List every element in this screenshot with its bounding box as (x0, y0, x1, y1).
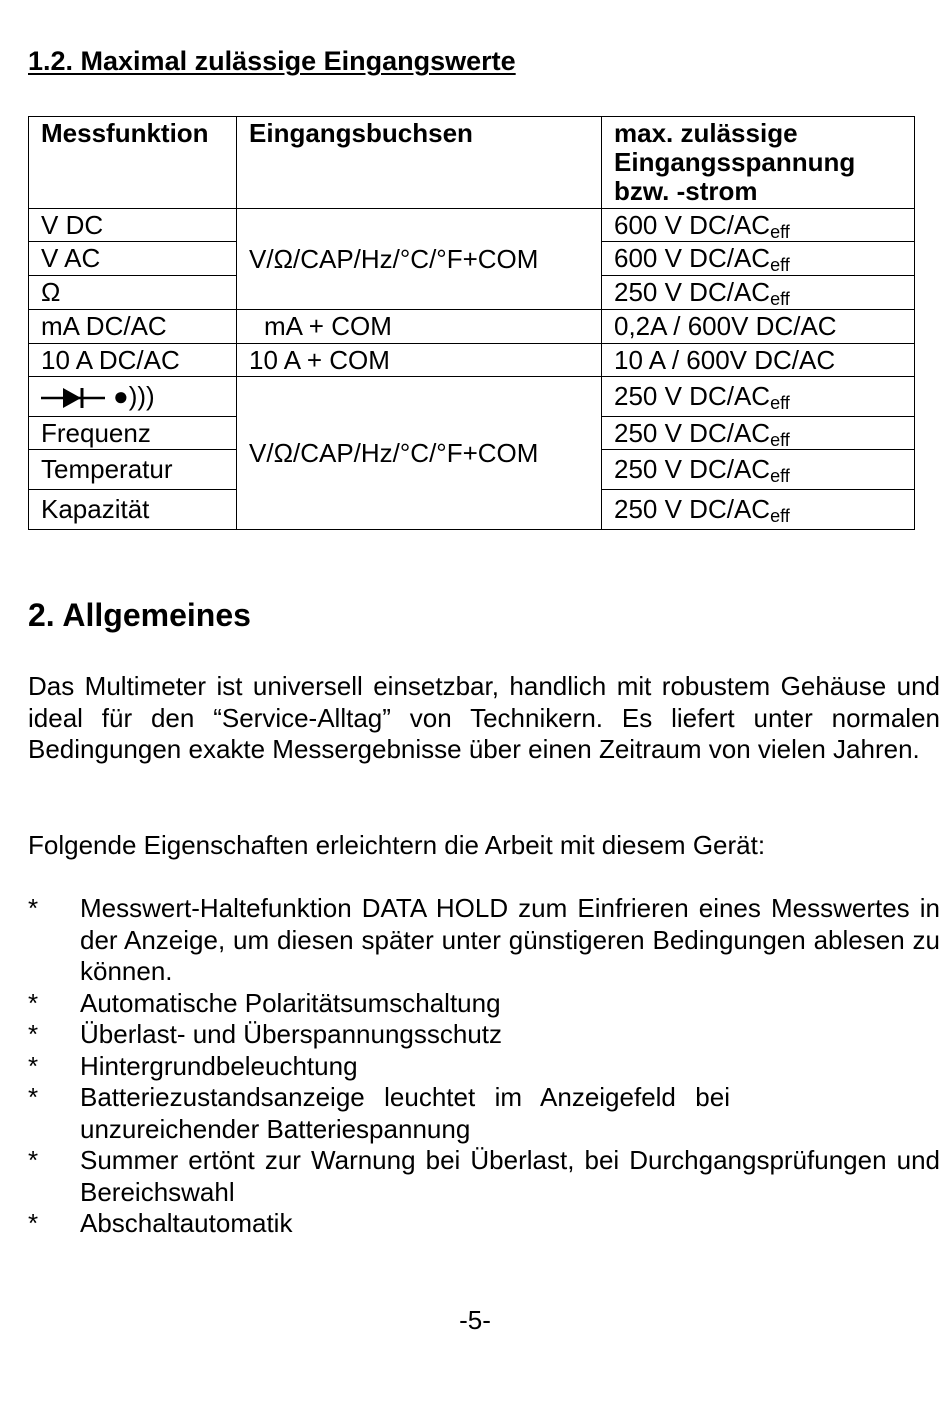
row-function: Kapazität (29, 490, 237, 530)
list-item-text: Messwert-Haltefunktion DATA HOLD zum Einfrieren eines Messwertes in der Anzeige, um diesen später unter günstigeren Bedingungen ablesen zu können. (80, 893, 940, 986)
list-item (28, 1082, 940, 1145)
jack-group-1: V/Ω/CAP/Hz/°C/°F+COM (237, 209, 602, 310)
row-function: Temperatur (29, 450, 237, 490)
bullet-marker: * (28, 1050, 39, 1081)
header-max-value: max. zulässige Eingangsspannung bzw. -strom (602, 117, 915, 209)
list-item-text: Hintergrundbeleuchtung (80, 1050, 358, 1081)
list-item-text: Überlast- und Überspannungsschutz (80, 1019, 503, 1049)
table-row (29, 344, 915, 377)
row-max-value: 250 V $DC/AC_{eff}$ (602, 417, 915, 450)
row-max-value: 600 V $DC/AC_{eff}$ (602, 242, 915, 276)
row-function: Frequenz (29, 417, 237, 450)
row-max-value: 600 V $DC/AC_{eff}$ (602, 209, 915, 242)
section-title-general: 2. Allgemeines (28, 597, 251, 633)
row-jack: 10 A + COM (237, 344, 602, 377)
row-jack: mA + COM (237, 310, 602, 344)
max-input-table (28, 116, 915, 530)
list-item (28, 893, 940, 988)
row-function: Ω (29, 276, 237, 310)
list-item-text: Summer ertönt zur Warnung bei Überlast, bei Durchgangsprüfungen und Bereichswahl (80, 1145, 940, 1207)
table-header-row (29, 117, 915, 209)
list-item (28, 1208, 940, 1240)
list-item (28, 1019, 940, 1051)
row-function: mA DC/AC (29, 310, 237, 344)
table-row (29, 377, 915, 417)
table-row (29, 310, 915, 344)
header-function: Messfunktion (29, 117, 237, 209)
row-function: V AC (29, 242, 237, 276)
row-max-value: 250 V $DC/AC_{eff}$ (602, 377, 915, 417)
row-max-value: 250 V $DC/AC_{eff}$ (602, 450, 915, 490)
bullet-marker: * (28, 1208, 39, 1238)
row-max-value: 250 V $DC/AC_{eff}$ (602, 276, 915, 310)
list-item (28, 1145, 940, 1208)
row-max-value: 10 A / 600V DC/AC (602, 344, 915, 377)
bullet-marker: * (28, 987, 39, 1018)
jack-group-2: V/Ω/CAP/Hz/°C/°F+COM (237, 377, 602, 530)
list-item (28, 1051, 940, 1083)
list-item-text: Batteriezustandsanzeige leuchtet im Anzeigefeld bei unzureichender Batteriespannung (80, 1082, 730, 1144)
bullet-marker: * (28, 893, 39, 923)
list-item (28, 988, 940, 1020)
features-intro: Folgende Eigenschaften erleichtern die Arbeit mit diesem Gerät: (28, 830, 766, 860)
list-item-text: Abschaltautomatik (80, 1208, 293, 1238)
section-title-max-input: 1.2. Maximal zulässige Eingangswerte (28, 46, 516, 76)
intro-paragraph: Das Multimeter ist universell einsetzbar, handlich mit robustem Gehäuse und ideal für den “Service-Alltag” von Technikern. Es liefert unter normalen Bedingungen exakte Messergebnisse über einen Zeitraum von vielen Jahren. (28, 671, 940, 764)
row-function: V DC (29, 209, 237, 242)
page-number: -5- (459, 1305, 491, 1335)
continuity-buzzer-symbol: ●))) (113, 381, 155, 411)
header-jacks: Eingangsbuchsen (237, 117, 602, 209)
table-row (29, 209, 915, 242)
bullet-marker: * (28, 1145, 39, 1175)
row-function (29, 377, 237, 417)
row-function: 10 A DC/AC (29, 344, 237, 377)
bullet-marker: * (28, 1082, 39, 1112)
list-item-text: Automatische Polaritätsumschaltung (80, 987, 501, 1018)
row-max-value: 250 V $DC/AC_{eff}$ (602, 490, 915, 530)
row-max-value: 0,2A / 600V DC/AC (602, 310, 915, 344)
diode-icon (41, 387, 105, 409)
bullet-marker: * (28, 1019, 39, 1049)
feature-list (28, 893, 940, 1240)
